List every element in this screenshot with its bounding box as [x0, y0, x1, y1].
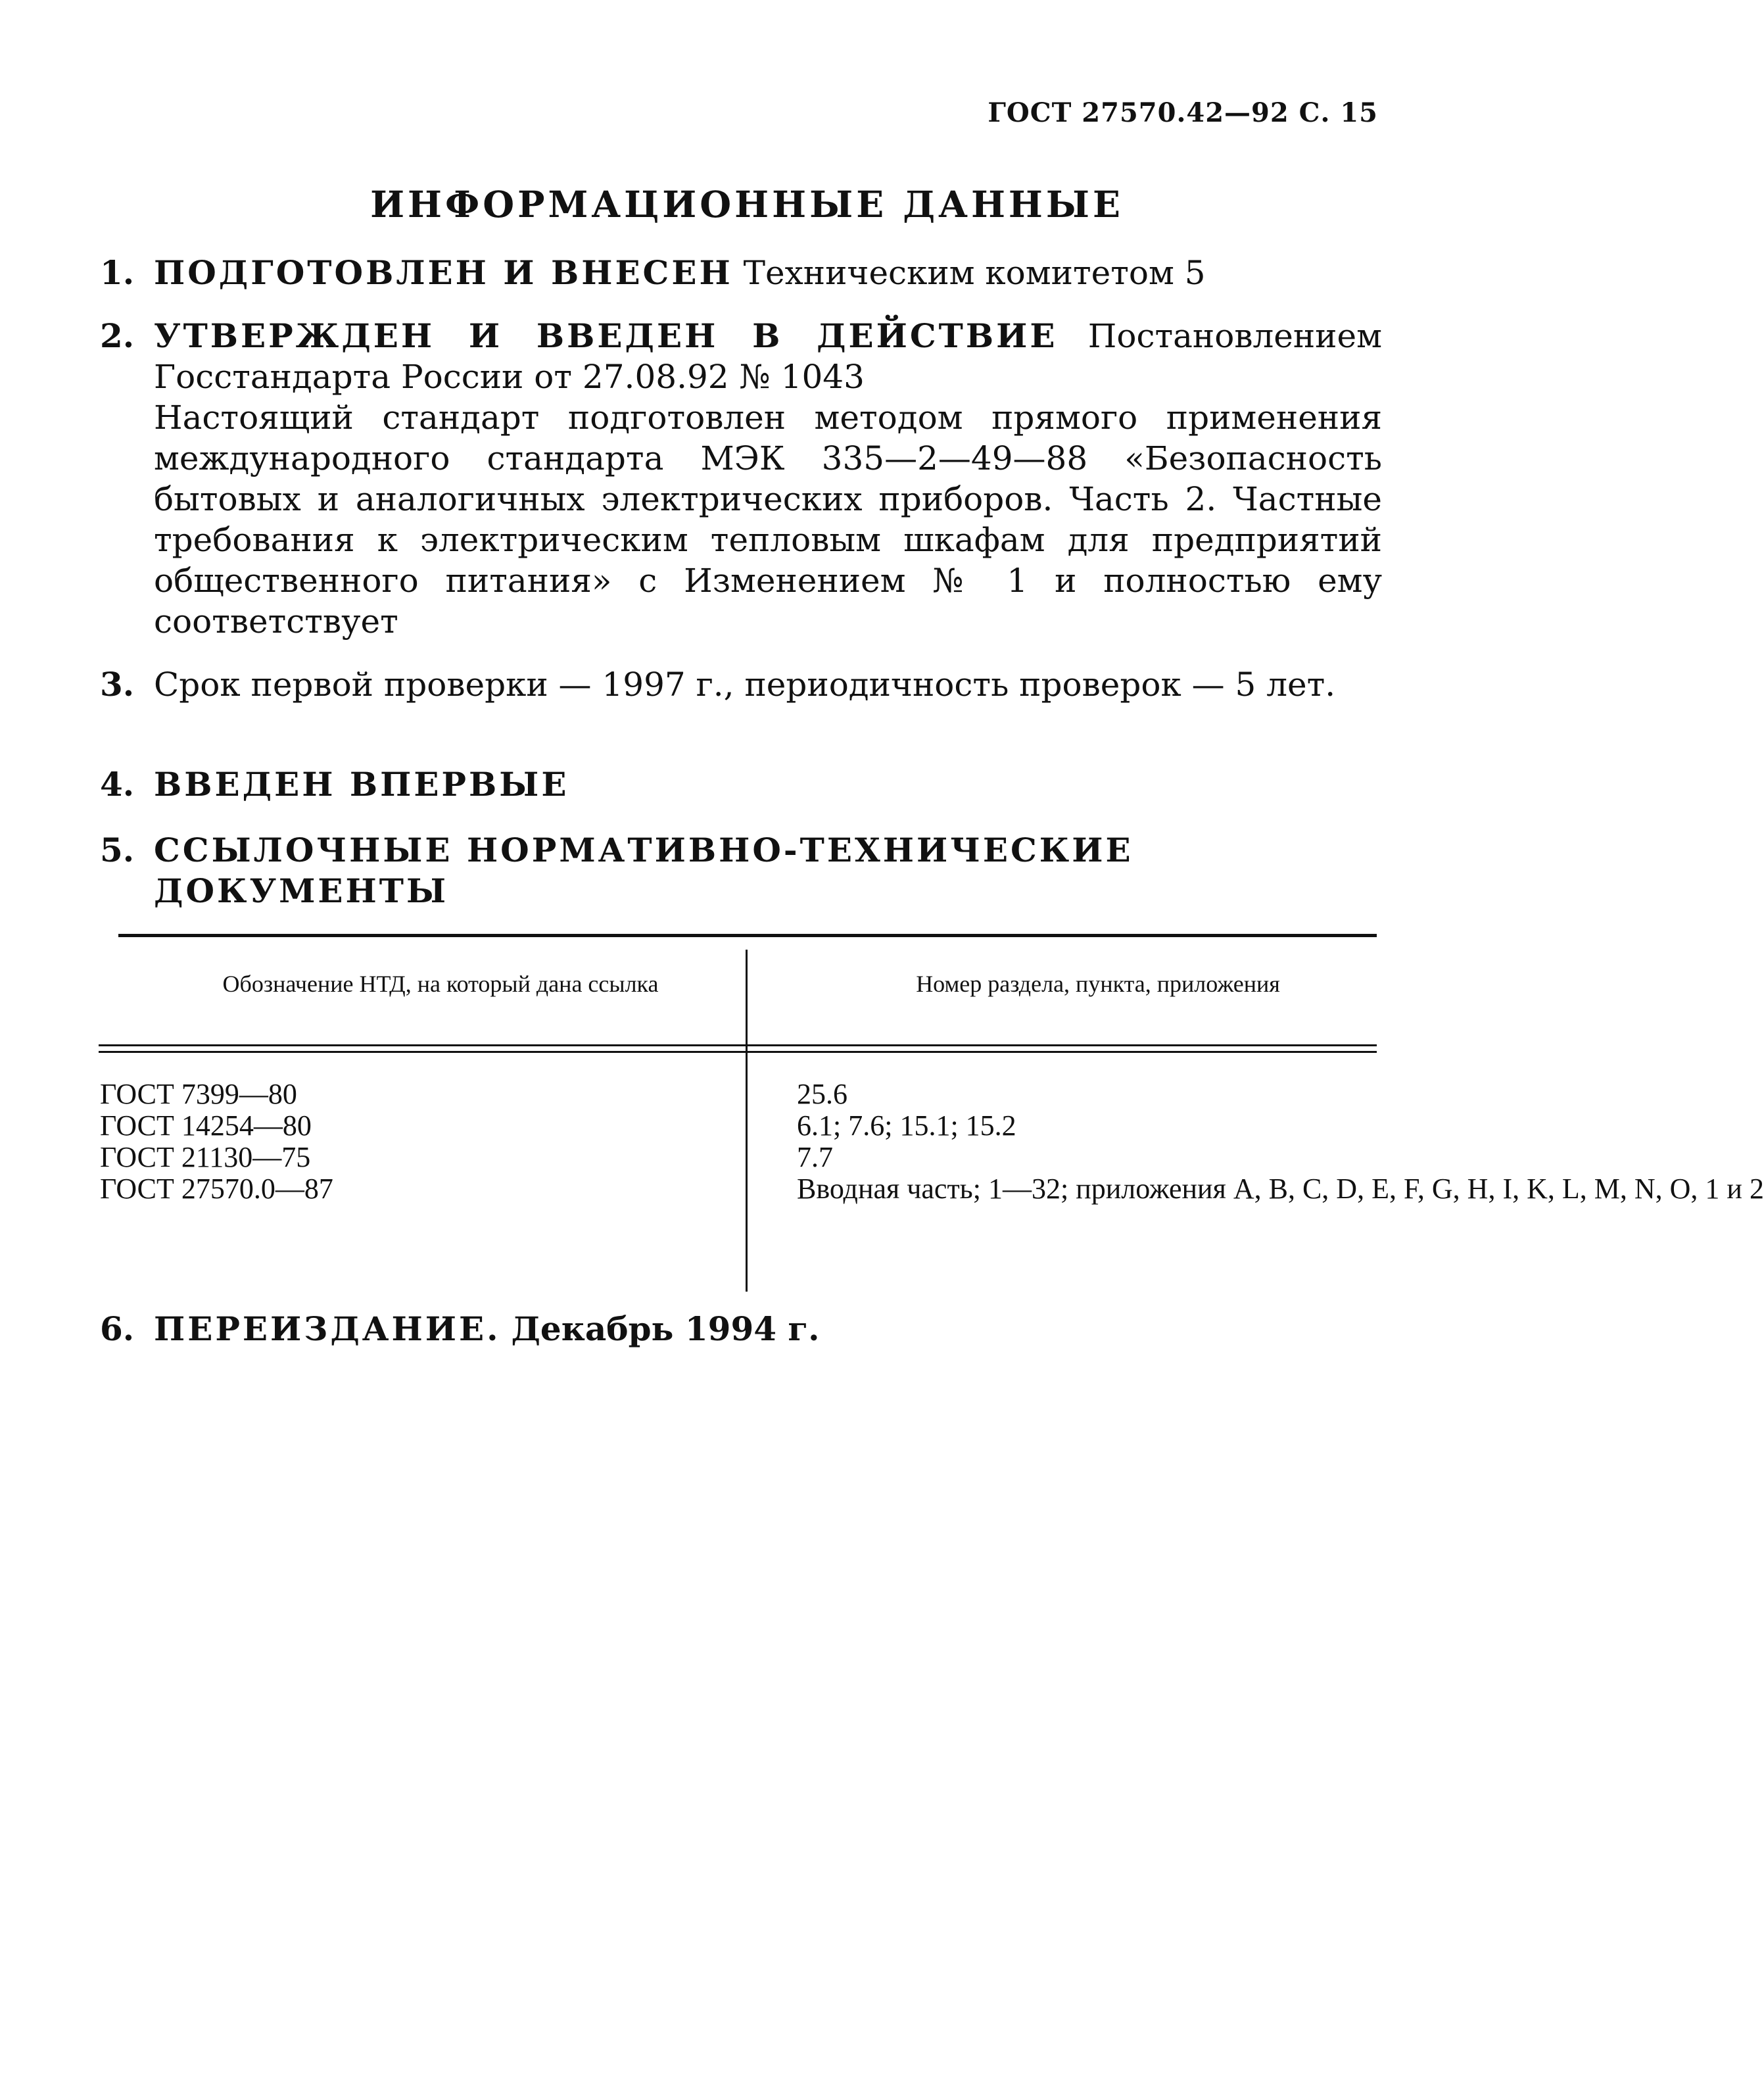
item-number: 6.: [100, 1309, 135, 1348]
table-column-divider: [746, 950, 748, 1292]
item-number: 3.: [100, 665, 135, 704]
item-4: [100, 764, 1382, 805]
item-text: Постановлением Госстандарта России от 27.08.92 № 1043: [154, 317, 1382, 396]
item-number: 5.: [100, 831, 135, 869]
item-text: Срок первой проверки — 1997 г., периодичность проверок — 5 лет.: [154, 666, 1336, 704]
document-title: ИНФОРМАЦИОННЫЕ ДАННЫЕ: [370, 183, 1124, 226]
item-heading: ССЫЛОЧНЫЕ НОРМАТИВНО-ТЕХНИЧЕСКИЕ ДОКУМЕНТЫ: [154, 831, 1133, 910]
item-heading: ПОДГОТОВЛЕН И ВНЕСЕН: [154, 253, 733, 292]
table-header-rule: [99, 1051, 1377, 1053]
table-row: ГОСТ 7399—80: [100, 1078, 297, 1110]
table-header-section: Номер раздела, пункта, приложения: [916, 971, 1280, 997]
item-5: [100, 830, 1382, 911]
item-number: 1.: [100, 253, 135, 292]
table-row: Вводная часть; 1—32; приложения А, B, C, D, E, F, G, H, I, K, L, M, N, O, 1 и 2: [797, 1173, 1764, 1205]
table-row: ГОСТ 14254—80: [100, 1109, 312, 1142]
table-row: 25.6: [797, 1078, 847, 1110]
item-heading: ВВЕДЕН ВПЕРВЫЕ: [154, 765, 569, 804]
item-paragraph: Настоящий стандарт подготовлен методом прямого применения международного стандарта МЭК 335—2—49—88 «Безопасность бытовых и аналогичных электрических приборов. Часть 2. Частные требования к электрическим тепловым шкафам для предприятий общественного питания» с Изменением № 1 и полностью ему соответствует: [154, 399, 1382, 641]
table-row: ГОСТ 27570.0—87: [100, 1173, 333, 1205]
item-1: [100, 253, 1382, 293]
page-header-reference: ГОСТ 27570.42—92 С. 15: [988, 97, 1378, 128]
item-number: 4.: [100, 765, 135, 804]
table-row: ГОСТ 21130—75: [100, 1141, 311, 1173]
item-text: Техническим комитетом 5: [743, 254, 1206, 292]
item-number: 2.: [100, 316, 135, 355]
table-top-rule: [118, 934, 1377, 937]
item-heading: УТВЕРЖДЕН И ВВЕДЕН В ДЕЙСТВИЕ: [154, 316, 1058, 355]
table-row: 7.7: [797, 1141, 833, 1173]
table-header-rule: [99, 1044, 1377, 1046]
table-doc-column: [100, 1079, 333, 1205]
table-section-column: [797, 1078, 1764, 1205]
item-3: [100, 664, 1382, 705]
table-row: 6.1; 7.6; 15.1; 15.2: [797, 1109, 1016, 1142]
item-text: Декабрь 1994 г.: [511, 1309, 820, 1348]
item-2: [100, 316, 1382, 642]
item-6: [100, 1309, 1382, 1349]
item-heading: ПЕРЕИЗДАНИЕ.: [154, 1309, 501, 1348]
table-header-doc: Обозначение НТД, на который дана ссылка: [222, 971, 659, 997]
